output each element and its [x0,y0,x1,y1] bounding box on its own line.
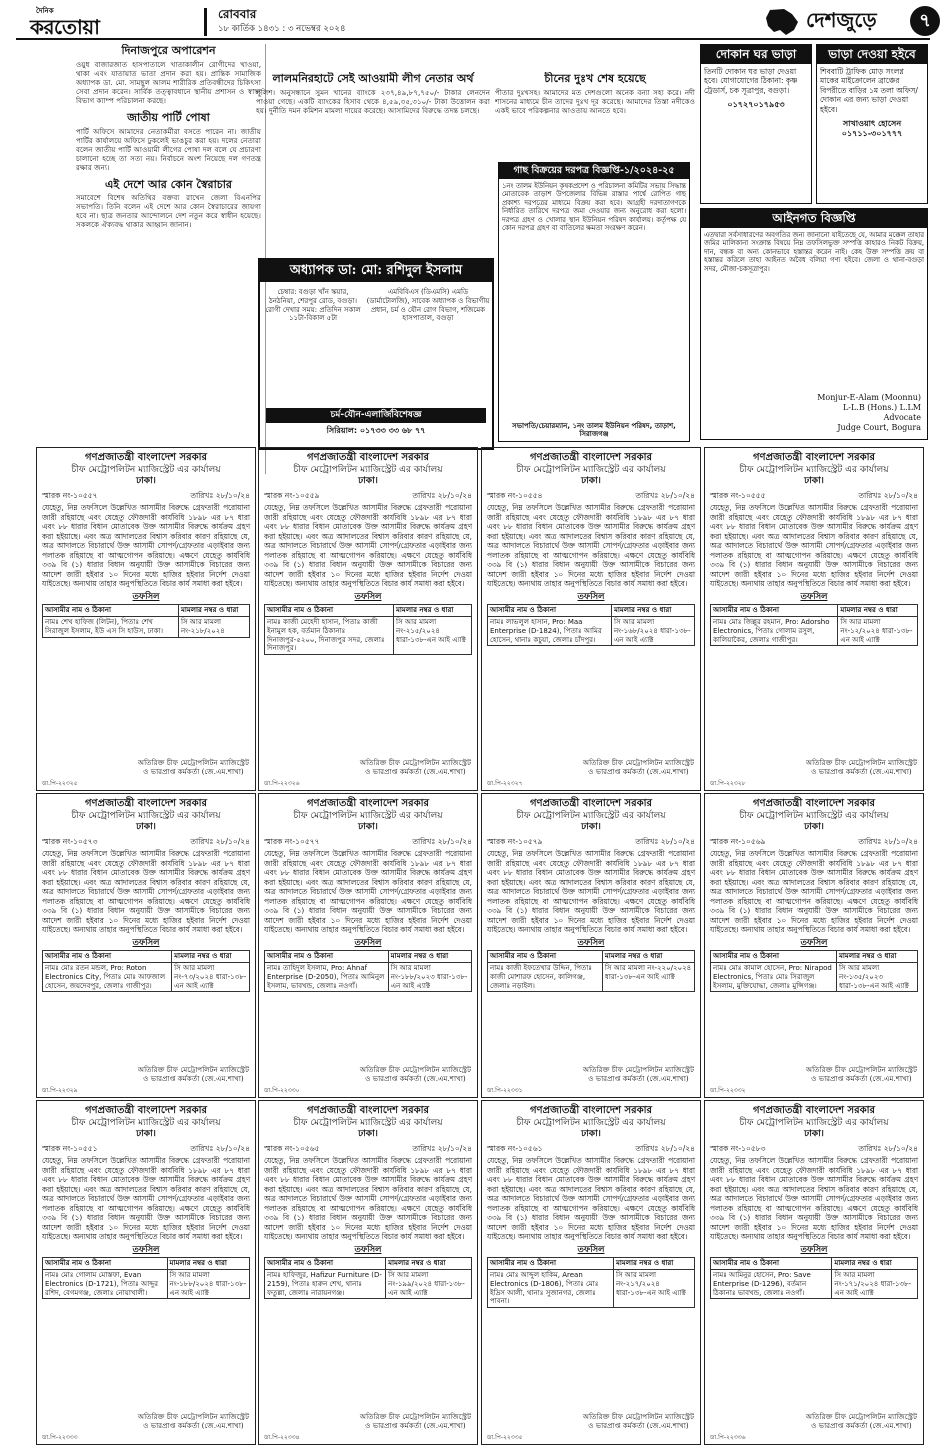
signature-role: ও ভারপ্রাপ্ত কর্মকর্তা (জে.এম.শাখা) [811,1421,912,1430]
notice-city: ঢাকা। [804,821,824,832]
notice-signature [583,1065,694,1083]
signature-title: অতিরিক্ত চীফ মেট্রোপলিটন ম্যাজিস্ট্রেট [137,758,249,767]
schedule-accused: নামঃ কাজী মেহেদী হাসান, পিতাঃ কাজী ইনামুল হক, বর্তমান ঠিকানাঃ দিনাজপুর-৫২০০, দিনাজপুর সদর, জেলাঃ দিনাজপুর। [265,617,394,655]
warrant-notice [36,447,256,791]
warrant-notice [258,447,478,791]
advocate-role: Advocate [883,413,921,422]
schedule-header-case: মামলার নম্বর ও ধারা [837,951,918,963]
warrant-notice [704,793,924,1098]
notice-government: গণপ্রজাতন্ত্রী বাংলাদেশ সরকার [307,798,429,809]
signature-role: ও ভারপ্রাপ্ত কর্মকর্তা (জে.এম.শাখা) [143,1074,244,1083]
notice-government: গণপ্রজাতন্ত্রী বাংলাদেশ সরকার [85,452,207,463]
notice-government: গণপ্রজাতন্ত্রী বাংলাদেশ সরকার [530,452,652,463]
schedule-accused: নামঃ মোঃ জিল্লুর রহমান, Pro: Adorsho Electronics, পিতাঃ গোলাম রসুল, কালিয়াকৈর, জেলাঃ গাজীপুর। [711,617,838,646]
advocate-name: Monjur-E-Alam (Moonnu) [817,393,921,402]
notice-government: গণপ্রজাতন্ত্রী বাংলাদেশ সরকার [530,798,652,809]
notice-government: গণপ্রজাতন্ত্রী বাংলাদেশ সরকার [753,798,875,809]
signature-role: ও ভারপ্রাপ্ত কর্মকর্তা (জে.এম.শাখা) [143,767,244,776]
notice-code: ডা.পি-২২৩৩৩ [42,1433,78,1441]
schedule-header-accused: আসামীর নাম ও ঠিকানা [265,951,389,963]
news-column-middle [256,72,490,256]
schedule-header-case: মামলার নম্বর ও ধারা [832,1258,918,1270]
notice-signature [138,1065,249,1083]
news-body: পুলিশ। অনুসন্ধানে সুমন খানের ব্যাংকে ২৩৭,৪৯,৮৭,৭৫০/- টাকার লেনদেন পাওয়া গেছে। একটি ব্যাংকের হিসাব থেকে ৪,৫৯,৩৫,৩১০/- টাকা উত্তোলন করা হয়। দুর্নীতি দমন কমিশন মামলা দায়ের করেছে। আসামিদের বিরুদ্ধে তদন্ত চলছে। [256,87,490,115]
signature-title: অতিরিক্ত চীফ মেট্রোপলিটন ম্যাজিস্ট্রেট [805,758,917,767]
news-body: সমাবেশে বিশেষ অতিথির বক্তব্য রাখেন জেলা বিএনপির সভাপতি। তিনি বলেন এই দেশে আর কোন স্বৈরাচারের জায়গা হবে না। ছাত্র জনতার আন্দোলনে দেশ নতুন করে স্বাধীন হয়েছে। সকলকে ঐক্যবদ্ধ থাকার আহ্বান জানান। [76,193,261,230]
notice-government: গণপ্রজাতন্ত্রী বাংলাদেশ সরকার [85,1105,207,1116]
notice-date: তারিখঃ ২৮/১০/২৪ [858,491,918,500]
masthead [16,4,930,40]
warrant-notice [704,447,924,791]
schedule-case: সি আর মামলা নং-১৯৯/২০২৪ ধারা-১৩৮-এন আই এ্যাক্ট [386,1270,472,1299]
doctor-advertisement [258,258,494,450]
notice-government: গণপ্রজাতন্ত্রী বাংলাদেশ সরকার [307,452,429,463]
notice-city: ঢাকা। [804,1128,824,1139]
specialty-band: চর্ম-যৌন-এলার্জিবিশেষজ্ঞ [266,408,486,423]
notice-schedule-table [264,604,472,655]
schedule-header-case: মামলার নম্বর ও ধারা [613,1258,694,1270]
schedule-header-accused: আসামীর নাম ও ঠিকানা [488,605,612,617]
notice-code: ডা.পি-২২৩৩১ [487,1086,523,1094]
schedule-header-accused: আসামীর নাম ও ঠিকানা [43,605,179,617]
shop-rent-contact: ০১৭২৭০১৭৯৫৩ [727,100,785,110]
chamber-info: চেম্বার: বগুড়া খাঁন স্কয়ার, ঠনঠনিয়া, শেরপুর রোড, বগুড়া। রোগী দেখার সময়: প্রতিদিন সকাল ১১টা-বিকাল ৫টা [265,288,361,323]
newspaper-logo[interactable]: করতোয়া [30,15,100,39]
notice-body: যেহেতু, নিম্ন তফসিলে উল্লেখিত আসামীর বিরুদ্ধে গ্রেফতারী পরোয়ানা জারী রহিয়াছে এবং যেহেতু ফৌজদারী কার্যবিধি ১৮৯৮ এর ৮৭ ধারা এবং ৮৮ ধারার বিধান মোতাবেক উক্ত আসামীর বিরুদ্ধে কার্যক্রম গ্রহণ করা হইয়াছে। এবং অত্র আদালতের বিশ্বাস করিবার কারণ রহিয়াছে যে, অত্র আদালতে বিচারার্থে উক্ত আসামী সোপর্দ/গ্রেফতার এড়াইবার জন্য পলাতক রহিয়াছে বা আত্মগোপন করিয়াছে। এক্ষণে যেহেতু কার্যবিধি ৩৩৯ বি (১) ধারার বিধান অনুযায়ী উক্ত আসামীকে বিচারের জন্য আদেশ জারী হইবার ১০ দিনের মধ্যে হাজির হইবার নির্দেশ দেওয়া যাইতেছে। অন্যথায় তাহার অনুপস্থিতিতে বিচার কার্য সমাধা করা হইবে। [42,1156,250,1242]
notice-code: ডা.পি-২২৩৩৪ [264,1433,300,1441]
shop-rent-title: দোকান ঘর ভাড়া [701,45,811,64]
notice-office: চীফ মেট্রোপলিটন ম্যাজিস্ট্রেট এর কার্যালয় [739,464,889,475]
schedule-header-case: মামলার নম্বর ও ধারা [388,951,471,963]
schedule-header-accused: আসামীর নাম ও ঠিকানা [43,1258,168,1270]
notice-city: ঢাকা। [581,821,601,832]
tender-title: গাছ বিক্রয়ের দরপত্র বিজ্ঞপ্তি-১/২০২৪-২৫ [499,163,689,179]
notice-city: ঢাকা। [136,475,156,486]
schedule-case: সি আর মামলা নং-৭৩/২০২৪ ধারা-১৩৮-এন আই এ্যাক্ট [172,963,250,992]
tender-footer: সভাপতি/চেয়ারম্যান, ১নং তালম ইউনিয়ন পরিষদ, তাড়াশ, সিরাজগঞ্জ [512,421,676,439]
schedule-accused: নামঃ মোঃ আব্দুল হাকিম, Arean Electronics (D-1806), পিতাঃ মোঃ ইদ্রিস আলী, থানাঃ সুজানগর, জেলাঃ পাবনা। [488,1270,614,1308]
notice-reference: স্মারক নং-১০৫৭৭ [264,837,320,846]
notice-signature [138,758,249,776]
notice-schedule-table [42,1257,250,1299]
news-headline[interactable]: এই দেশে আর কোন স্বৈরাচার [105,177,232,191]
notice-code: ডা.পি-২২৩৩০ [264,1086,300,1094]
notice-government: গণপ্রজাতন্ত্রী বাংলাদেশ সরকার [530,1105,652,1116]
notice-schedule-heading: তফসিল [800,1244,828,1255]
advocate-court: Judge Court, Bogura [837,423,921,432]
schedule-accused: নামঃ আমিনুর হোসেন, Pro: Save Enterprise (D-1296), বর্তমান ঠিকানাঃ ভাবখন্ড, জেলাঃ নওগাঁ। [711,1270,832,1299]
warrant-notice [258,793,478,1098]
signature-title: অতিরিক্ত চীফ মেট্রোপলিটন ম্যাজিস্ট্রেট [359,758,471,767]
news-headline[interactable]: দিনাজপুরে অপারেশন [121,44,216,57]
notice-city: ঢাকা। [358,1128,378,1139]
schedule-header-accused: আসামীর নাম ও ঠিকানা [488,951,603,963]
schedule-accused: নামঃ শেখ হাফিজ (লিটন), পিতাঃ শেখ সিরাজুল ইসলাম, ইউ এস সি হাউস, ঢাকা। [43,617,179,638]
schedule-case: সি আর মামলা নং-২২০/২০২৪ ধারা-১৩৮-এন আই এ্যাক্ট [602,963,694,992]
notice-date: তারিখঃ ২৮/১০/২৪ [412,491,472,500]
schedule-accused: নামঃ হাফিজুর, Hafizur Furniture (D-2159), পিতাঃ হারুন শেখ, থানাঃ ফতুল্লা, জেলাঃ নারায়নগঞ্জ। [265,1270,386,1299]
signature-role: ও ভারপ্রাপ্ত কর্মকর্তা (জে.এম.শাখা) [143,1421,244,1430]
schedule-header-accused: আসামীর নাম ও ঠিকানা [43,951,172,963]
notice-schedule-heading: তফসিল [132,1244,160,1255]
notice-code: ডা.পি-২২৩২৯ [42,1086,78,1094]
shop-rent-body: তিনটি দোকান ঘর ভাড়া দেওয়া হবে। যোগাযোগের ঠিকানা: কৃষ্ণ ট্রেডার্স, চক সূত্রাপুর, বগুড়া। [704,67,798,95]
notice-code: ডা.পি-২২৩২৬ [264,779,300,787]
notice-reference-line [264,491,472,500]
notice-office: চীফ মেট্রোপলিটন ম্যাজিস্ট্রেট এর কার্যালয় [71,810,221,821]
notice-signature [360,758,471,776]
notice-signature [360,1412,471,1430]
notice-city: ঢাকা। [804,475,824,486]
notice-date: তারিখঃ ২৮/১০/২৪ [858,1144,918,1153]
news-article [76,111,261,172]
notice-signature [806,1412,917,1430]
notice-body: যেহেতু, নিম্ন তফসিলে উল্লেখিত আসামীর বিরুদ্ধে গ্রেফতারী পরোয়ানা জারী রহিয়াছে এবং যেহেতু ফৌজদারী কার্যবিধি ১৮৯৮ এর ৮৭ ধারা এবং ৮৮ ধারার বিধান মোতাবেক উক্ত আসামীর বিরুদ্ধে কার্যক্রম গ্রহণ করা হইয়াছে। এবং অত্র আদালতের বিশ্বাস করিবার কারণ রহিয়াছে যে, অত্র আদালতে বিচারার্থে উক্ত আসামী সোপর্দ/গ্রেফতার এড়াইবার জন্য পলাতক রহিয়াছে বা আত্মগোপন করিয়াছে। এক্ষণে যেহেতু কার্যবিধি ৩৩৯ বি (১) ধারার বিধান অনুযায়ী উক্ত আসামীকে বিচারের জন্য আদেশ জারী হইবার ১০ দিনের মধ্যে হাজির হইবার নির্দেশ দেওয়া যাইতেছে। অন্যথায় তাহার অনুপস্থিতিতে বিচার কার্য সমাধা করা হইবে। [42,503,250,589]
signature-role: ও ভারপ্রাপ্ত কর্মকর্তা (জে.এম.শাখা) [811,1074,912,1083]
news-body: পীতার দুঃখসহ। আমাদের মত দেশগুলো অনেক বন্যা সহ্য করে। নদী শাসনের মাধ্যমে চীন তাদের দুঃখ দূর করেছে। আমাদের তিস্তা নদীকেও একই ভাবে পরিকল্পনার আওতায় আনতে হবে। [495,87,695,115]
notice-date: তারিখঃ ২৮/১০/২৪ [412,837,472,846]
notice-body: যেহেতু, নিম্ন তফসিলে উল্লেখিত আসামীর বিরুদ্ধে গ্রেফতারী পরোয়ানা জারী রহিয়াছে এবং যেহেতু ফৌজদারী কার্যবিধি ১৮৯৮ এর ৮৭ ধারা এবং ৮৮ ধারার বিধান মোতাবেক উক্ত আসামীর বিরুদ্ধে কার্যক্রম গ্রহণ করা হইয়াছে। এবং অত্র আদালতের বিশ্বাস করিবার কারণ রহিয়াছে যে, অত্র আদালতে বিচারার্থে উক্ত আসামী সোপর্দ/গ্রেফতার এড়াইবার জন্য পলাতক রহিয়াছে বা আত্মগোপন করিয়াছে। এক্ষণে যেহেতু কার্যবিধি ৩৩৯ বি (১) ধারার বিধান অনুযায়ী উক্ত আসামীকে বিচারের জন্য আদেশ জারী হইবার ১০ দিনের মধ্যে হাজির হইবার নির্দেশ দেওয়া যাইতেছে। অন্যথায় তাহার অনুপস্থিতিতে বিচার কার্য সমাধা করা হইবে। [710,503,918,589]
signature-title: অতিরিক্ত চীফ মেট্রোপলিটন ম্যাজিস্ট্রেট [137,1412,249,1421]
notice-office: চীফ মেট্রোপলিটন ম্যাজিস্ট্রেট এর কার্যালয় [739,1117,889,1128]
notice-date: তারিখঃ ২৮/১০/২৪ [635,491,695,500]
bangladesh-map-icon [762,8,802,36]
notice-reference-line [710,1144,918,1153]
notice-reference: স্মারক নং-১০৫৫৪ [487,491,543,500]
schedule-case: সি আর মামলা নং-২১৫/২০২৪ ধারা-১৩৮-এন আই এ্যাক্ট [394,617,472,655]
house-rent-contact: সাখাওয়াৎ হোসেন ০১৭১১-৩০১৭৭৭ [841,118,903,138]
news-column-left [76,44,266,474]
schedule-accused: নামঃ মোঃ কামাল হোসেন, Pro: Nirapod Electronics, পিতাঃ মোঃ সিরাজুল ইসলাম, মুক্তিযোদ্ধা, জেলাঃ মুন্সিগঞ্জ। [711,963,837,992]
signature-title: অতিরিক্ত চীফ মেট্রোপলিটন ম্যাজিস্ট্রেট [582,1065,694,1074]
newspaper-logo-small: দৈনিক [36,7,54,15]
signature-title: অতিরিক্ত চীফ মেট্রোপলিটন ম্যাজিস্ট্রেট [805,1065,917,1074]
notice-body: যেহেতু, নিম্ন তফসিলে উল্লেখিত আসামীর বিরুদ্ধে গ্রেফতারী পরোয়ানা জারী রহিয়াছে এবং যেহেতু ফৌজদারী কার্যবিধি ১৮৯৮ এর ৮৭ ধারা এবং ৮৮ ধারার বিধান মোতাবেক উক্ত আসামীর বিরুদ্ধে কার্যক্রম গ্রহণ করা হইয়াছে। এবং অত্র আদালতের বিশ্বাস করিবার কারণ রহিয়াছে যে, অত্র আদালতে বিচারার্থে উক্ত আসামী সোপর্দ/গ্রেফতার এড়াইবার জন্য পলাতক রহিয়াছে বা আত্মগোপন করিয়াছে। এক্ষণে যেহেতু কার্যবিধি ৩৩৯ বি (১) ধারার বিধান অনুযায়ী উক্ত আসামীকে বিচারের জন্য আদেশ জারী হইবার ১০ দিনের মধ্যে হাজির হইবার নির্দেশ দেওয়া যাইতেছে। অন্যথায় তাহার অনুপস্থিতিতে বিচার কার্য সমাধা করা হইবে। [487,1156,695,1242]
notice-government: গণপ্রজাতন্ত্রী বাংলাদেশ সরকার [307,1105,429,1116]
notice-schedule-table [264,950,472,992]
schedule-header-case: মামলার নম্বর ও ধারা [386,1258,472,1270]
warrant-notice [258,1100,478,1445]
notice-signature [583,1412,694,1430]
signature-title: অতিরিক্ত চীফ মেট্রোপলিটন ম্যাজিস্ট্রেট [359,1412,471,1421]
notice-signature [360,1065,471,1083]
tender-body: ১নং তালম ইউনিয়ন কৃষকপ্রদেশ ও পরিচালনা কমিটির সভায় সিদ্ধান্ত মোতাবেক তাড়াশ উপজেলার বিভিন্ন রাস্তার পার্শ্বে রোপিত গাছ প্রকাশ্য দরপত্রের মাধ্যমে বিক্রয় করা হবে। আগ্রহী দরদাতাগণকে নির্ধারিত তারিখে দরপত্র জমা দেওয়ার জন্য অনুরোধ করা হলো। দরপত্র গ্রহণ ও খোলার স্থান ইউনিয়ন পরিষদ কার্যালয়। কর্তৃপক্ষ যে কোন দরপত্র গ্রহণ বা বাতিলের ক্ষমতা সংরক্ষণ করেন। [502,181,686,233]
page-number-badge: ৭ [910,6,940,36]
warrant-notice [36,793,256,1098]
notice-office: চীফ মেট্রোপলিটন ম্যাজিস্ট্রেট এর কার্যালয় [71,1117,221,1128]
notice-signature [583,758,694,776]
schedule-header-accused: আসামীর নাম ও ঠিকানা [488,1258,614,1270]
notice-schedule-heading: তফসিল [800,937,828,948]
signature-title: অতিরিক্ত চীফ মেট্রোপলিটন ম্যাজিস্ট্রেট [582,1412,694,1421]
notice-reference: স্মারক নং-১০৫৫৫ [710,491,766,500]
notice-city: ঢাকা। [358,475,378,486]
advocate-degree: L-L.B (Hons.) L.LM [842,403,921,412]
notice-schedule-heading: তফসিল [132,937,160,948]
warrant-notice [481,447,701,791]
notice-code: ডা.পি-২২৩২৫ [42,779,78,787]
notice-code: ডা.পি-২২৩৩৫ [487,1433,523,1441]
notice-code: ডা.পি-২২৩৩৬ [710,1433,746,1441]
notice-code: ডা.পি-২২৩২৭ [487,779,523,787]
notice-body: যেহেতু, নিম্ন তফসিলে উল্লেখিত আসামীর বিরুদ্ধে গ্রেফতারী পরোয়ানা জারী রহিয়াছে এবং যেহেতু ফৌজদারী কার্যবিধি ১৮৯৮ এর ৮৭ ধারা এবং ৮৮ ধারার বিধান মোতাবেক উক্ত আসামীর বিরুদ্ধে কার্যক্রম গ্রহণ করা হইয়াছে। এবং অত্র আদালতের বিশ্বাস করিবার কারণ রহিয়াছে যে, অত্র আদালতে বিচারার্থে উক্ত আসামী সোপর্দ/গ্রেফতার এড়াইবার জন্য পলাতক রহিয়াছে বা আত্মগোপন করিয়াছে। এক্ষণে যেহেতু কার্যবিধি ৩৩৯ বি (১) ধারার বিধান অনুযায়ী উক্ত আসামীকে বিচারের জন্য আদেশ জারী হইবার ১০ দিনের মধ্যে হাজির হইবার নির্দেশ দেওয়া যাইতেছে। অন্যথায় তাহার অনুপস্থিতিতে বিচার কার্য সমাধা করা হইবে। [42,849,250,935]
notice-date: তারিখঃ ২৮/১০/২৪ [190,491,250,500]
notice-office: চীফ মেট্রোপলিটন ম্যাজিস্ট্রেট এর কার্যালয় [293,464,443,475]
schedule-accused: নামঃ তাহিদুল ইসলাম, Pro: Ahnaf Enterprise (D-2050), পিতাঃ আমিনুল ইসলাম, ভাবখন্ড, জেলাঃ নওগাঁ। [265,963,389,992]
notice-reference-line [710,837,918,846]
doctor-name: অধ্যাপক ডা: মো: রশিদুল ইসলাম [260,260,492,282]
notice-reference-line [710,491,918,500]
notice-body: যেহেতু, নিম্ন তফসিলে উল্লেখিত আসামীর বিরুদ্ধে গ্রেফতারী পরোয়ানা জারী রহিয়াছে এবং যেহেতু ফৌজদারী কার্যবিধি ১৮৯৮ এর ৮৭ ধারা এবং ৮৮ ধারার বিধান মোতাবেক উক্ত আসামীর বিরুদ্ধে কার্যক্রম গ্রহণ করা হইয়াছে। এবং অত্র আদালতের বিশ্বাস করিবার কারণ রহিয়াছে যে, অত্র আদালতে বিচারার্থে উক্ত আসামী সোপর্দ/গ্রেফতার এড়াইবার জন্য পলাতক রহিয়াছে বা আত্মগোপন করিয়াছে। এক্ষণে যেহেতু কার্যবিধি ৩৩৯ বি (১) ধারার বিধান অনুযায়ী উক্ত আসামীকে বিচারের জন্য আদেশ জারী হইবার ১০ দিনের মধ্যে হাজির হইবার নির্দেশ দেওয়া যাইতেছে। অন্যথায় তাহার অনুপস্থিতিতে বিচার কার্য সমাধা করা হইবে। [264,1156,472,1242]
schedule-header-accused: আসামীর নাম ও ঠিকানা [265,605,394,617]
notice-schedule-heading: তফসিল [800,591,828,602]
notice-reference-line [42,1144,250,1153]
schedule-accused: নামঃ লাভলুল হাসান, Pro: Maa Enterprise (D-1824), পিতাঃ আমির হোসেন, থানাঃ কচুয়া, জেলাঃ চাঁদপুর। [488,617,612,646]
signature-title: অতিরিক্ত চীফ মেট্রোপলিটন ম্যাজিস্ট্রেট [137,1065,249,1074]
notice-office: চীফ মেট্রোপলিটন ম্যাজিস্ট্রেট এর কার্যালয় [739,810,889,821]
doctor-contact: সিরিয়াল: ০১৭৩৩ ৩৩ ৬৮ ৭৭ [326,426,426,435]
notice-reference: স্মারক নং-১০৫৫১ [42,1144,98,1153]
notice-code: ডা.পি-২২৩২৮ [710,779,746,787]
notice-office: চীফ মেট্রোপলিটন ম্যাজিস্ট্রেট এর কার্যালয় [293,810,443,821]
news-headline[interactable]: জাতীয় পার্টি পোষা [127,110,210,124]
notice-reference: স্মারক নং-১০৫৬৯ [710,837,766,846]
notice-schedule-table [42,950,250,992]
notice-reference-line [42,837,250,846]
signature-role: ও ভারপ্রাপ্ত কর্মকর্তা (জে.এম.শাখা) [588,767,689,776]
schedule-header-case: মামলার নম্বর ও ধারা [172,951,250,963]
schedule-case: সি আর মামলা নং-১৮৮/২০২৪ ধারা-১৩৮-এন আই এ্যাক্ট [167,1270,249,1299]
notice-reference-line [487,1144,695,1153]
news-article [76,44,261,105]
notice-office: চীফ মেট্রোপলিটন ম্যাজিস্ট্রেট এর কার্যালয় [71,464,221,475]
notice-schedule-heading: তফসিল [577,937,605,948]
notice-signature [806,758,917,776]
tree-sale-tender-notice [498,162,690,442]
signature-role: ও ভারপ্রাপ্ত কর্মকর্তা (জে.এম.শাখা) [365,1074,466,1083]
warrant-notice [704,1100,924,1445]
schedule-case: সি আর মামলা নং-১২/২০২৪ ধারা-১৩৮-এন আই এ্যাক্ট [838,617,918,646]
notice-office: চীফ মেট্রোপলিটন ম্যাজিস্ট্রেট এর কার্যালয় [516,1117,666,1128]
schedule-case: সি আর মামলা নং-২১৮/২০২৪ [178,617,249,638]
notice-schedule-heading: তফসিল [354,1244,382,1255]
notice-reference-line [42,491,250,500]
signature-role: ও ভারপ্রাপ্ত কর্মকর্তা (জে.এম.শাখা) [365,1421,466,1430]
schedule-header-case: মামলার নম্বর ও ধারা [394,605,472,617]
notice-reference-line [487,491,695,500]
notice-office: চীফ মেট্রোপলিটন ম্যাজিস্ট্রেট এর কার্যালয় [516,464,666,475]
notice-date: তারিখঃ ২৮/১০/২৪ [858,837,918,846]
schedule-case: সি আর মামলা নং-১৬৮/২০২৪ ধারা-১৩৮-এন আই এ্যাক্ট [611,617,694,646]
legal-notice [700,208,928,440]
notice-signature [806,1065,917,1083]
notice-government: গণপ্রজাতন্ত্রী বাংলাদেশ সরকার [753,1105,875,1116]
notice-reference: স্মারক নং-১০৫৫৯ [264,491,320,500]
doctor-degrees: এমবিবিএস (ডিএমসি) এমডি (ডার্মাটোলজি), সাবেক অধ্যাপক ও বিভাগীয় প্রধান, চর্ম ও যৌন রোগ বিভাগ, শজিমেক হাসপাতাল, বগুড়া [366,288,490,323]
notice-body: যেহেতু, নিম্ন তফসিলে উল্লেখিত আসামীর বিরুদ্ধে গ্রেফতারী পরোয়ানা জারী রহিয়াছে এবং যেহেতু ফৌজদারী কার্যবিধি ১৮৯৮ এর ৮৭ ধারা এবং ৮৮ ধারার বিধান মোতাবেক উক্ত আসামীর বিরুদ্ধে কার্যক্রম গ্রহণ করা হইয়াছে। এবং অত্র আদালতের বিশ্বাস করিবার কারণ রহিয়াছে যে, অত্র আদালতে বিচারার্থে উক্ত আসামী সোপর্দ/গ্রেফতার এড়াইবার জন্য পলাতক রহিয়াছে বা আত্মগোপন করিয়াছে। এক্ষণে যেহেতু কার্যবিধি ৩৩৯ বি (১) ধারার বিধান অনুযায়ী উক্ত আসামীকে বিচারের জন্য আদেশ জারী হইবার ১০ দিনের মধ্যে হাজির হইবার নির্দেশ দেওয়া যাইতেছে। অন্যথায় তাহার অনুপস্থিতিতে বিচার কার্য সমাধা করা হইবে। [264,503,472,589]
signature-role: ও ভারপ্রাপ্ত কর্মকর্তা (জে.এম.শাখা) [588,1074,689,1083]
house-rent-title: ভাড়া দেওয়া হইবে [817,45,927,64]
notice-reference: স্মারক নং-১০৫৫৭ [42,491,98,500]
notice-date: তারিখঃ ২৮/১০/২৪ [635,837,695,846]
schedule-header-accused: আসামীর নাম ও ঠিকানা [711,605,838,617]
schedule-header-case: মামলার নম্বর ও ধারা [602,951,694,963]
warrant-notice [481,1100,701,1445]
notice-date: তারিখঃ ২৮/১০/২৪ [190,1144,250,1153]
warrant-notice [36,1100,256,1445]
signature-title: অতিরিক্ত চীফ মেট্রোপলিটন ম্যাজিস্ট্রেট [805,1412,917,1421]
house-rent-body: শিববাটি ট্রাফিক মোড় সংলগ্ন মাকের মাইক্রোলেন ব্রাঞ্চের বিপরীতে বাড়ির ১ম তলা অফিস/দোকান এর জন্য ভাড়া দেওয়া হইবে। [820,67,918,114]
signature-title: অতিরিক্ত চীফ মেট্রোপলিটন ম্যাজিস্ট্রেট [582,758,694,767]
signature-role: ও ভারপ্রাপ্ত কর্মকর্তা (জে.এম.শাখা) [588,1421,689,1430]
news-body: পার্টি অফিসে আমাদের নেতাকর্মীরা বসতে পারেন না। জাতীয় পার্টির কার্যালয়ে অফিসে ঢুকলেই ভাঙচুর করা হয়। দলের নেতারা বলেন জাতীয় পার্টি আওয়ামী লীগের পোষা দল বলে যে প্রচারণা চালানো হচ্ছে তা সত্য নয়। নির্বাচনে অংশ নিয়েছে দল গণতন্ত্র রক্ষার জন্য। [76,126,261,172]
schedule-header-accused: আসামীর নাম ও ঠিকানা [711,951,837,963]
masthead-divider [204,8,207,36]
notice-reference: স্মারক নং-১০৫৭৩ [42,837,98,846]
news-article [76,178,261,230]
notice-signature [138,1412,249,1430]
issue-date: ১৮ কার্তিক ১৪৩১ : ৩ নভেম্বর ২০২৪ [218,24,346,34]
notice-schedule-table [42,604,250,637]
schedule-case: সি আর মামলা নং-১৮৮/২০২৩ ধারা-১৩৮-এন আই এ্যাক্ট [388,963,471,992]
house-rent-ad [816,44,928,204]
notice-schedule-table [710,1257,918,1299]
notice-date: তারিখঃ ২৮/১০/২৪ [190,837,250,846]
notice-city: ঢাকা। [581,1128,601,1139]
notice-reference-line [264,837,472,846]
notice-city: ঢাকা। [136,1128,156,1139]
notice-office: চীফ মেট্রোপলিটন ম্যাজিস্ট্রেট এর কার্যালয় [516,810,666,821]
shop-rent-ad [700,44,812,204]
notice-schedule-heading: তফসিল [577,591,605,602]
advocate-signature [817,393,921,433]
notice-reference: স্মারক নং-১০৫৬১ [487,1144,543,1153]
notice-body: যেহেতু, নিম্ন তফসিলে উল্লেখিত আসামীর বিরুদ্ধে গ্রেফতারী পরোয়ানা জারী রহিয়াছে এবং যেহেতু ফৌজদারী কার্যবিধি ১৮৯৮ এর ৮৭ ধারা এবং ৮৮ ধারার বিধান মোতাবেক উক্ত আসামীর বিরুদ্ধে কার্যক্রম গ্রহণ করা হইয়াছে। এবং অত্র আদালতের বিশ্বাস করিবার কারণ রহিয়াছে যে, অত্র আদালতে বিচারার্থে উক্ত আসামী সোপর্দ/গ্রেফতার এড়াইবার জন্য পলাতক রহিয়াছে বা আত্মগোপন করিয়াছে। এক্ষণে যেহেতু কার্যবিধি ৩৩৯ বি (১) ধারার বিধান অনুযায়ী উক্ত আসামীকে বিচারের জন্য আদেশ জারী হইবার ১০ দিনের মধ্যে হাজির হইবার নির্দেশ দেওয়া যাইতেছে। অন্যথায় তাহার অনুপস্থিতিতে বিচার কার্য সমাধা করা হইবে। [487,503,695,589]
section-title: দেশজুড়ে [806,8,877,32]
legal-notice-body: এতদ্বারা সর্বসাধারণের অবগতির জন্য জানানো যাইতেছে যে, আমার মক্কেল তাহার জমির মালিকানা সংক্রান্ত বিষয়ে নিম্ন তফসিলভুক্ত সম্পত্তি কাহারও নিকট বিক্রয়, দান, বন্ধক বা অন্য কোনভাবে হস্তান্তর করেন নাই। কেহ উক্ত সম্পত্তি ক্রয় বা হস্তান্তর করিলে তাহা আইনত অবৈধ বলিয়া গণ্য হইবে। জেলা ও থানা-বগুড়া সদর, মৌজা-চকসূত্রাপুর। [704,231,924,273]
schedule-header-case: মামলার নম্বর ও ধারা [178,605,249,617]
schedule-case: সি আর মামলা নং-১৩৫/২০২৩ ধারা-১৩৮-এন আই এ্যাক্ট [837,963,918,992]
notice-schedule-table [487,604,695,646]
notice-reference: স্মারক নং-১০৫৭৯ [487,837,543,846]
notice-body: যেহেতু, নিম্ন তফসিলে উল্লেখিত আসামীর বিরুদ্ধে গ্রেফতারী পরোয়ানা জারী রহিয়াছে এবং যেহেতু ফৌজদারী কার্যবিধি ১৮৯৮ এর ৮৭ ধারা এবং ৮৮ ধারার বিধান মোতাবেক উক্ত আসামীর বিরুদ্ধে কার্যক্রম গ্রহণ করা হইয়াছে। এবং অত্র আদালতের বিশ্বাস করিবার কারণ রহিয়াছে যে, অত্র আদালতে বিচারার্থে উক্ত আসামী সোপর্দ/গ্রেফতার এড়াইবার জন্য পলাতক রহিয়াছে বা আত্মগোপন করিয়াছে। এক্ষণে যেহেতু কার্যবিধি ৩৩৯ বি (১) ধারার বিধান অনুযায়ী উক্ত আসামীকে বিচারের জন্য আদেশ জারী হইবার ১০ দিনের মধ্যে হাজির হইবার নির্দেশ দেওয়া যাইতেছে। অন্যথায় তাহার অনুপস্থিতিতে বিচার কার্য সমাধা করা হইবে। [710,1156,918,1242]
notice-body: যেহেতু, নিম্ন তফসিলে উল্লেখিত আসামীর বিরুদ্ধে গ্রেফতারী পরোয়ানা জারী রহিয়াছে এবং যেহেতু ফৌজদারী কার্যবিধি ১৮৯৮ এর ৮৭ ধারা এবং ৮৮ ধারার বিধান মোতাবেক উক্ত আসামীর বিরুদ্ধে কার্যক্রম গ্রহণ করা হইয়াছে। এবং অত্র আদালতের বিশ্বাস করিবার কারণ রহিয়াছে যে, অত্র আদালতে বিচারার্থে উক্ত আসামী সোপর্দ/গ্রেফতার এড়াইবার জন্য পলাতক রহিয়াছে বা আত্মগোপন করিয়াছে। এক্ষণে যেহেতু কার্যবিধি ৩৩৯ বি (১) ধারার বিধান অনুযায়ী উক্ত আসামীকে বিচারের জন্য আদেশ জারী হইবার ১০ দিনের মধ্যে হাজির হইবার নির্দেশ দেওয়া যাইতেছে। অন্যথায় তাহার অনুপস্থিতিতে বিচার কার্য সমাধা করা হইবে। [487,849,695,935]
issue-day: রোববার [218,7,257,21]
schedule-header-case: মামলার নম্বর ও ধারা [167,1258,249,1270]
notice-schedule-table [710,604,918,646]
signature-role: ও ভারপ্রাপ্ত কর্মকর্তা (জে.এম.শাখা) [811,767,912,776]
schedule-accused: নামঃ মোঃ রতন মন্ডল, Pro: Roton Electronics City, পিতাঃ মোঃ আফজাল হোসেন, জয়দেবপুর, জেলাঃ গাজীপুর। [43,963,172,992]
signature-title: অতিরিক্ত চীফ মেট্রোপলিটন ম্যাজিস্ট্রেট [359,1065,471,1074]
notice-city: ঢাকা। [358,821,378,832]
news-column-right [495,72,695,158]
notice-schedule-heading: তফসিল [354,937,382,948]
signature-role: ও ভারপ্রাপ্ত কর্মকর্তা (জে.এম.শাখা) [365,767,466,776]
schedule-case: সি আর মামলা নং-২১৭/২০২৪ ধারা-১৩৮-এন আই এ্যাক্ট [613,1270,694,1308]
notice-date: তারিখঃ ২৮/১০/২৪ [412,1144,472,1153]
notice-reference: স্মারক নং-১০৫৮৩ [710,1144,766,1153]
notice-date: তারিখঃ ২৮/১০/২৪ [635,1144,695,1153]
notice-schedule-table [487,950,695,992]
news-body: ওয়ুধ বাজারজাত হাসপাতালে খাতাকালীন রোগীদের খাওয়া, থাকা এবং যাতায়াত ভাতা প্রদান করা হয়। প্রান্তিক সামাজিক অধ্যাপক ডা. মো. সামছুল আলম শারীরিক প্রতিবন্ধীদের চিকিৎসা সেবা প্রদান করেন। সার্বিক তত্ত্বাবধানে স্থানীয় প্রশাসন ও স্বাস্থ্য বিভাগ ক্যাম্প পরিচালনা করছে। [76,59,261,105]
schedule-header-accused: আসামীর নাম ও ঠিকানা [711,1258,832,1270]
notice-reference: স্মারক নং-১০৫৬৫ [264,1144,320,1153]
schedule-case: সি আর মামলা নং-১৭১/২০২৪ ধারা-১৩৮-এন আই এ্যাক্ট [832,1270,918,1299]
schedule-header-accused: আসামীর নাম ও ঠিকানা [265,1258,386,1270]
notice-body: যেহেতু, নিম্ন তফসিলে উল্লেখিত আসামীর বিরুদ্ধে গ্রেফতারী পরোয়ানা জারী রহিয়াছে এবং যেহেতু ফৌজদারী কার্যবিধি ১৮৯৮ এর ৮৭ ধারা এবং ৮৮ ধারার বিধান মোতাবেক উক্ত আসামীর বিরুদ্ধে কার্যক্রম গ্রহণ করা হইয়াছে। এবং অত্র আদালতের বিশ্বাস করিবার কারণ রহিয়াছে যে, অত্র আদালতে বিচারার্থে উক্ত আসামী সোপর্দ/গ্রেফতার এড়াইবার জন্য পলাতক রহিয়াছে বা আত্মগোপন করিয়াছে। এক্ষণে যেহেতু কার্যবিধি ৩৩৯ বি (১) ধারার বিধান অনুযায়ী উক্ত আসামীকে বিচারের জন্য আদেশ জারী হইবার ১০ দিনের মধ্যে হাজির হইবার নির্দেশ দেওয়া যাইতেছে। অন্যথায় তাহার অনুপস্থিতিতে বিচার কার্য সমাধা করা হইবে। [710,849,918,935]
notice-schedule-heading: তফসিল [354,591,382,602]
notice-city: ঢাকা। [581,475,601,486]
news-headline[interactable]: লালমনিরহাটে সেই আওয়ামী লীগ নেতার অর্থ [272,72,474,85]
notice-government: গণপ্রজাতন্ত্রী বাংলাদেশ সরকার [85,798,207,809]
notice-code: ডা.পি-২২৩৩২ [710,1086,746,1094]
schedule-accused: নামঃ কাজী ইফতেখার উদ্দিন, পিতাঃ কাজী মোশারফ হোসেন, কালিগঞ্জ, জেলাঃ নড়াইল। [488,963,603,992]
news-headline[interactable]: চীনের দুঃখ শেষ হয়েছে [544,72,646,85]
notice-reference-line [264,1144,472,1153]
notice-schedule-table [710,950,918,992]
notice-schedule-heading: তফসিল [577,1244,605,1255]
warrant-notice [481,793,701,1098]
notice-government: গণপ্রজাতন্ত্রী বাংলাদেশ সরকার [753,452,875,463]
notice-schedule-table [487,1257,695,1308]
schedule-header-case: মামলার নম্বর ও ধারা [611,605,694,617]
notice-reference-line [487,837,695,846]
legal-notice-title: আইনগত বিজ্ঞপ্তি [701,209,927,228]
schedule-accused: নামঃ মোঃ গোলাম মোস্তফা, Evan Electronics (D-1721), পিতাঃ আব্দুর রশিদ, বেগমগঞ্জ, জেলাঃ নোয়াখালী। [43,1270,168,1299]
notice-body: যেহেতু, নিম্ন তফসিলে উল্লেখিত আসামীর বিরুদ্ধে গ্রেফতারী পরোয়ানা জারী রহিয়াছে এবং যেহেতু ফৌজদারী কার্যবিধি ১৮৯৮ এর ৮৭ ধারা এবং ৮৮ ধারার বিধান মোতাবেক উক্ত আসামীর বিরুদ্ধে কার্যক্রম গ্রহণ করা হইয়াছে। এবং অত্র আদালতের বিশ্বাস করিবার কারণ রহিয়াছে যে, অত্র আদালতে বিচারার্থে উক্ত আসামী সোপর্দ/গ্রেফতার এড়াইবার জন্য পলাতক রহিয়াছে বা আত্মগোপন করিয়াছে। এক্ষণে যেহেতু কার্যবিধি ৩৩৯ বি (১) ধারার বিধান অনুযায়ী উক্ত আসামীকে বিচারের জন্য আদেশ জারী হইবার ১০ দিনের মধ্যে হাজির হইবার নির্দেশ দেওয়া যাইতেছে। অন্যথায় তাহার অনুপস্থিতিতে বিচার কার্য সমাধা করা হইবে। [264,849,472,935]
notice-city: ঢাকা। [136,821,156,832]
notice-office: চীফ মেট্রোপলিটন ম্যাজিস্ট্রেট এর কার্যালয় [293,1117,443,1128]
notice-schedule-heading: তফসিল [132,591,160,602]
notice-schedule-table [264,1257,472,1299]
schedule-header-case: মামলার নম্বর ও ধারা [838,605,918,617]
